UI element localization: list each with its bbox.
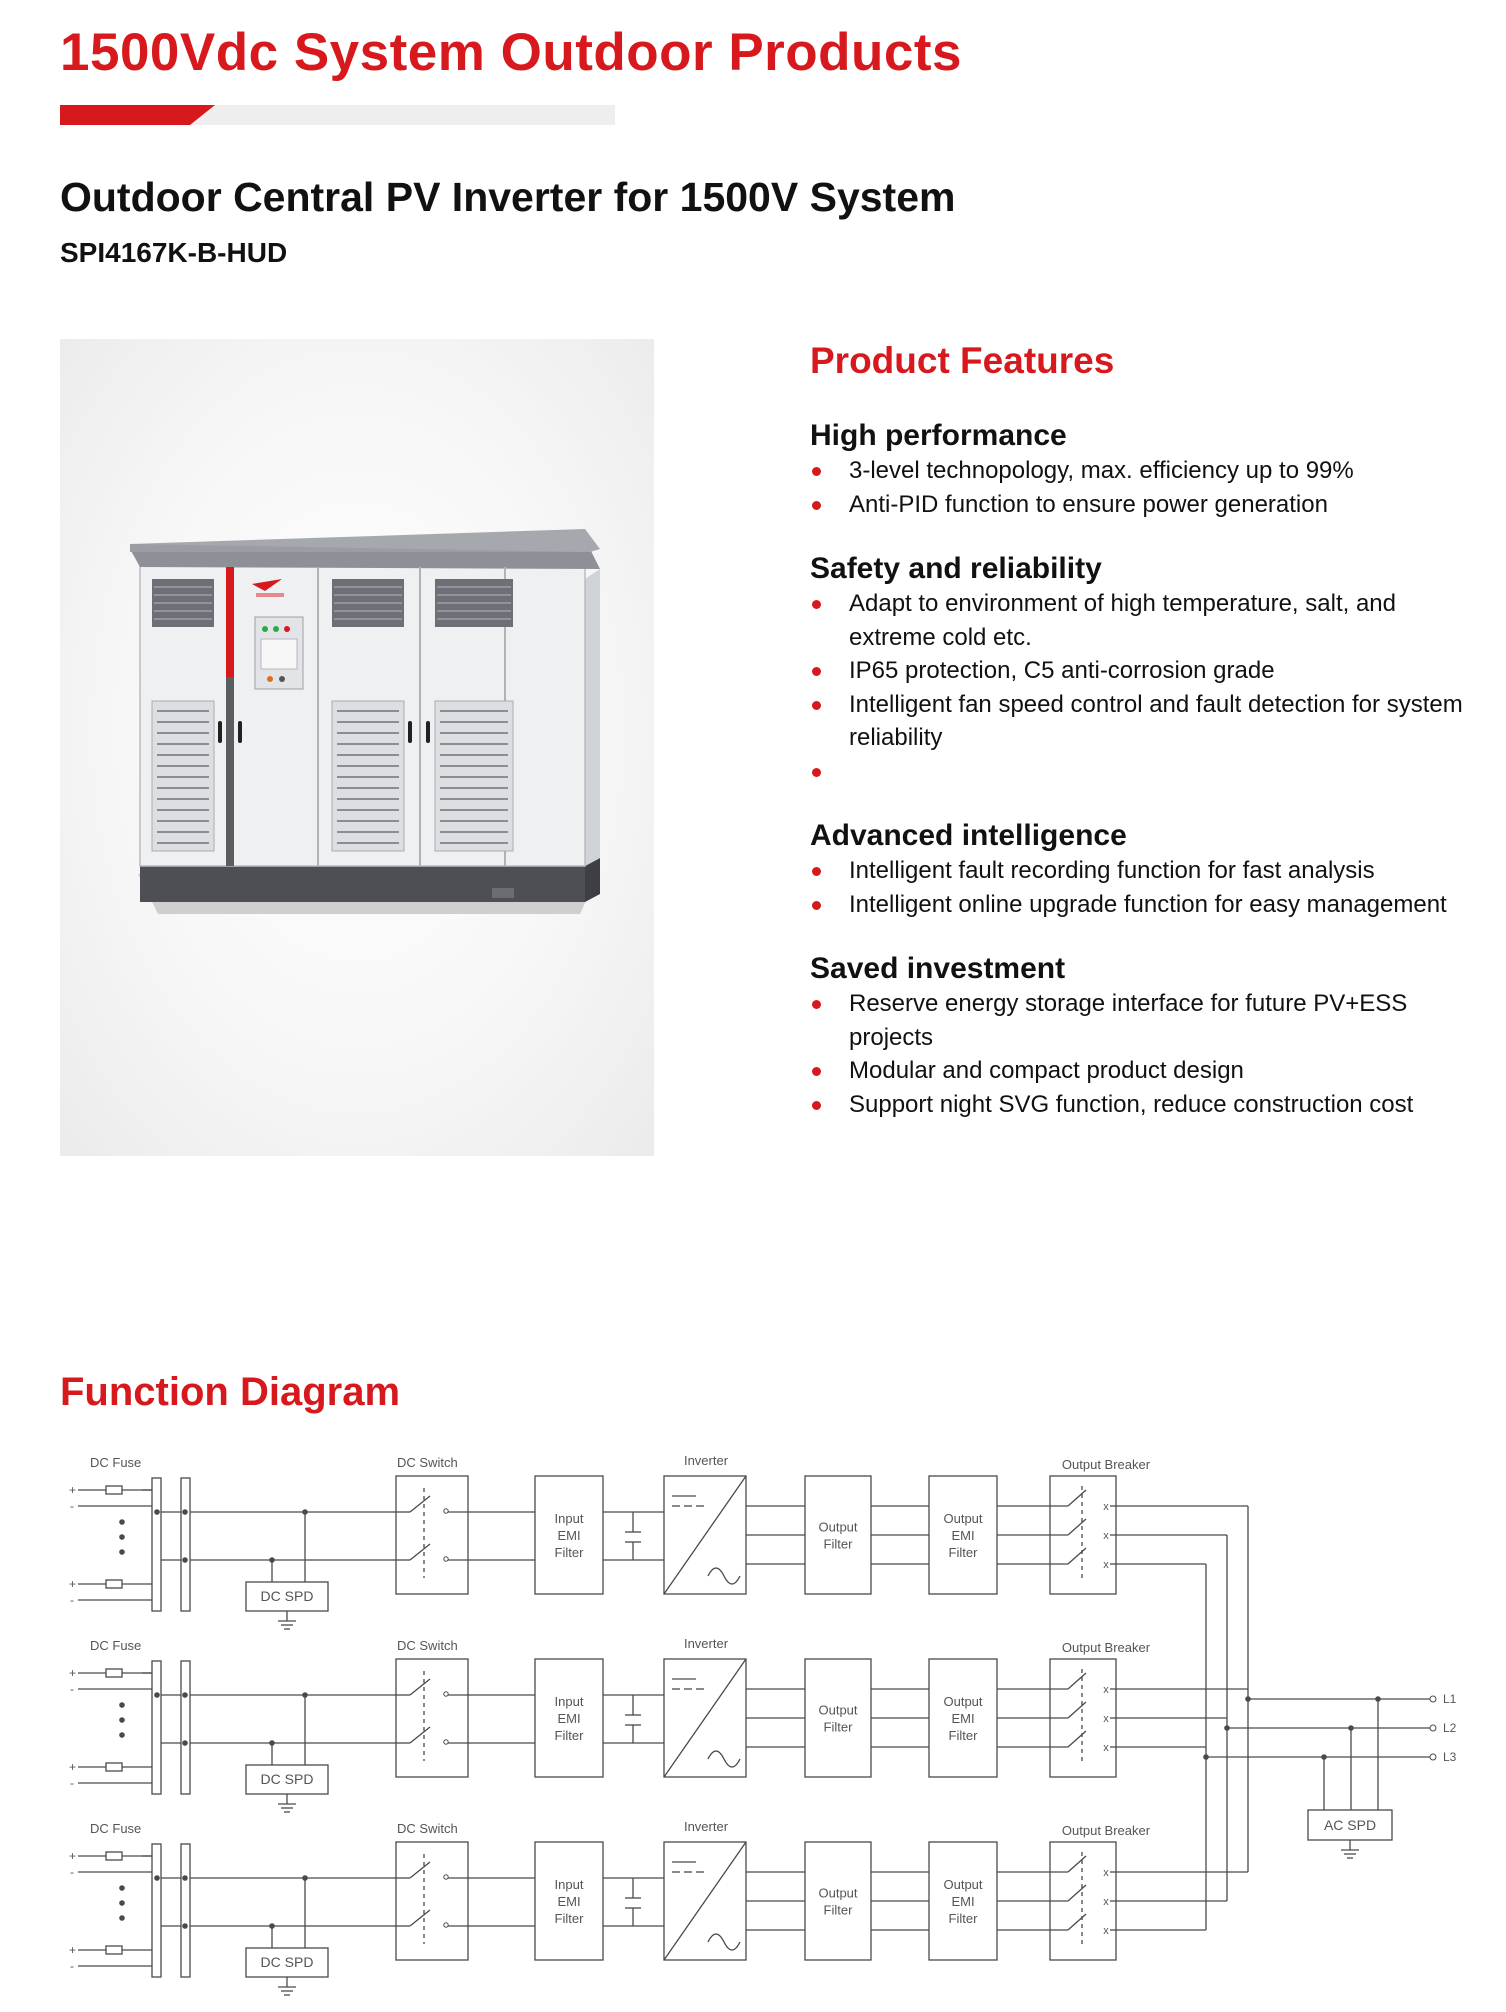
- label-output-emi-filter: Filter: [948, 1728, 978, 1743]
- feature-item: Intelligent fan speed control and fault detection for system reliability: [810, 688, 1470, 755]
- feature-item: Intelligent fault recording function for fast analysis: [810, 854, 1470, 888]
- label-input-emi-filter: EMI: [557, 1528, 581, 1543]
- label-output-filter: Output: [818, 1519, 858, 1535]
- label-output-breaker: Output Breaker: [1061, 1823, 1151, 1838]
- function-diagram: [60, 1448, 1460, 2008]
- fuse: [106, 1669, 122, 1677]
- junction-dot: [182, 1557, 188, 1563]
- output-filter-box: [805, 1842, 871, 1960]
- breaker-blade: [1068, 1856, 1086, 1872]
- feature-item: Anti-PID function to ensure power generation: [810, 488, 1470, 522]
- breaker-contact: x: [1103, 1559, 1109, 1571]
- label-output-emi-filter: EMI: [951, 1711, 975, 1726]
- label-output-emi-filter: EMI: [951, 1894, 975, 1909]
- inverter-diagonal: [664, 1659, 746, 1777]
- switch-blade: [410, 1496, 430, 1512]
- features-section: [810, 418, 1470, 1151]
- label-output-filter: Filter: [823, 1719, 853, 1735]
- diagram-title: Function Diagram: [60, 1370, 401, 1414]
- label-ac-spd: AC SPD: [1323, 1817, 1377, 1833]
- fuse: [106, 1946, 122, 1954]
- switch-contact: [444, 1557, 448, 1561]
- junction-dot: [1245, 1696, 1251, 1702]
- inverter-diagonal: [664, 1842, 746, 1960]
- feature-item-empty: [810, 755, 1470, 789]
- feature-list: [810, 454, 1470, 521]
- switch-blade: [410, 1910, 430, 1926]
- switch-blade: [410, 1727, 430, 1743]
- ellipsis-dot: [119, 1717, 125, 1723]
- feature-group-investment: [810, 951, 1470, 1121]
- label-plus: +: [69, 1849, 77, 1863]
- label-inverter: Inverter: [683, 1636, 729, 1651]
- ellipsis-dot: [119, 1732, 125, 1738]
- label-input-emi-filter: Filter: [554, 1728, 584, 1743]
- combiner-bar: [152, 1844, 161, 1977]
- inverter-diagonal: [664, 1476, 746, 1594]
- feature-group-safety: [810, 551, 1470, 788]
- junction-dot: [154, 1692, 160, 1698]
- common-ac-bus: [1203, 1506, 1456, 1930]
- feature-group-intelligence: [810, 818, 1470, 921]
- label-dc-spd: DC SPD: [260, 1954, 314, 1970]
- label-plus: +: [69, 1666, 77, 1680]
- label-dc-spd: DC SPD: [260, 1771, 314, 1787]
- breaker-blade: [1068, 1548, 1086, 1564]
- label-output-breaker: Output Breaker: [1061, 1640, 1151, 1655]
- label-output-emi-filter: Filter: [948, 1911, 978, 1926]
- fuse: [106, 1580, 122, 1588]
- feature-heading: High performance: [810, 419, 1067, 452]
- label-minus: -: [70, 1776, 74, 1790]
- breaker-blade: [1068, 1702, 1086, 1718]
- junction-dot: [182, 1692, 188, 1698]
- feature-item: IP65 protection, C5 anti-corrosion grade: [810, 654, 1470, 688]
- breaker-blade: [1068, 1914, 1086, 1930]
- label-output-emi-filter: Filter: [948, 1545, 978, 1560]
- phase-terminal: [1430, 1725, 1436, 1731]
- switch-blade: [410, 1544, 430, 1560]
- junction-dot: [182, 1923, 188, 1929]
- product-photo: [60, 339, 654, 1156]
- combiner-bar: [181, 1844, 190, 1977]
- ac-symbol: [708, 1934, 740, 1950]
- label-minus: -: [70, 1499, 74, 1513]
- label-output-emi-filter: Output: [943, 1877, 983, 1892]
- ellipsis-dot: [119, 1702, 125, 1708]
- fuse: [106, 1486, 122, 1494]
- product-name: Outdoor Central PV Inverter for 1500V System: [60, 174, 956, 220]
- phase-terminal: [1430, 1696, 1436, 1702]
- label-dc-switch: DC Switch: [397, 1638, 458, 1653]
- label-phase: L3: [1443, 1750, 1457, 1764]
- label-minus: -: [70, 1959, 74, 1973]
- ellipsis-dot: [119, 1549, 125, 1555]
- ellipsis-dot: [119, 1900, 125, 1906]
- feature-heading: Safety and reliability: [810, 552, 1102, 585]
- inverter-cabinet-illustration: [60, 339, 654, 1156]
- inverter-unit-3: [69, 1819, 1248, 1995]
- switch-contact: [444, 1740, 448, 1744]
- label-output-emi-filter: Output: [943, 1511, 983, 1526]
- label-input-emi-filter: Filter: [554, 1545, 584, 1560]
- label-input-emi-filter: EMI: [557, 1894, 581, 1909]
- switch-contact: [444, 1875, 448, 1879]
- breaker-blade: [1068, 1885, 1086, 1901]
- label-dc-switch: DC Switch: [397, 1455, 458, 1470]
- breaker-blade: [1068, 1490, 1086, 1506]
- label-inverter: Inverter: [683, 1819, 729, 1834]
- label-minus: -: [70, 1593, 74, 1607]
- breaker-blade: [1068, 1673, 1086, 1689]
- breaker-blade: [1068, 1731, 1086, 1747]
- dc-switch-box: [396, 1476, 468, 1594]
- feature-item: Intelligent online upgrade function for easy management: [810, 888, 1470, 922]
- switch-contact: [444, 1509, 448, 1513]
- breaker-contact: x: [1103, 1684, 1109, 1696]
- combiner-bar: [152, 1478, 161, 1611]
- junction-dot: [182, 1740, 188, 1746]
- switch-blade: [410, 1679, 430, 1695]
- page-title: 1500Vdc System Outdoor Products: [60, 23, 963, 82]
- junction-dot: [154, 1509, 160, 1515]
- breaker-contact: x: [1103, 1925, 1109, 1937]
- feature-list: [810, 987, 1470, 1121]
- label-output-filter: Output: [818, 1885, 858, 1901]
- label-output-emi-filter: Output: [943, 1694, 983, 1709]
- junction-dot: [182, 1509, 188, 1515]
- ac-symbol: [708, 1568, 740, 1584]
- label-dc-fuse: DC Fuse: [90, 1821, 142, 1836]
- label-dc-fuse: DC Fuse: [90, 1455, 142, 1470]
- junction-dot: [182, 1875, 188, 1881]
- label-phase: L2: [1443, 1721, 1457, 1735]
- ellipsis-dot: [119, 1519, 125, 1525]
- label-output-breaker: Output Breaker: [1061, 1457, 1151, 1472]
- breaker-contact: x: [1103, 1742, 1109, 1754]
- junction-dot: [154, 1875, 160, 1881]
- ellipsis-dot: [119, 1534, 125, 1540]
- combiner-bar: [152, 1661, 161, 1794]
- feature-item: Modular and compact product design: [810, 1054, 1470, 1088]
- feature-item: Adapt to environment of high temperature, salt, and extreme cold etc.: [810, 587, 1470, 654]
- label-dc-spd: DC SPD: [260, 1588, 314, 1604]
- output-filter-box: [805, 1659, 871, 1777]
- feature-heading: Advanced intelligence: [810, 819, 1127, 852]
- label-minus: -: [70, 1865, 74, 1879]
- dc-switch-box: [396, 1842, 468, 1960]
- model-number: SPI4167K-B-HUD: [60, 237, 288, 268]
- fuse: [106, 1852, 122, 1860]
- feature-group-performance: [810, 418, 1470, 521]
- feature-heading: Saved investment: [810, 952, 1066, 985]
- switch-blade: [410, 1862, 430, 1878]
- label-plus: +: [69, 1483, 77, 1497]
- breaker-contact: x: [1103, 1896, 1109, 1908]
- ellipsis-dot: [119, 1885, 125, 1891]
- breaker-contact: x: [1103, 1530, 1109, 1542]
- ac-symbol: [708, 1751, 740, 1767]
- switch-contact: [444, 1692, 448, 1696]
- label-input-emi-filter: Filter: [554, 1911, 584, 1926]
- feature-list: [810, 587, 1470, 788]
- combiner-bar: [181, 1478, 190, 1611]
- label-output-filter: Output: [818, 1702, 858, 1718]
- inverter-unit-2: [69, 1636, 1248, 1812]
- label-dc-switch: DC Switch: [397, 1821, 458, 1836]
- switch-contact: [444, 1923, 448, 1927]
- feature-item: 3-level technopology, max. efficiency up to 99%: [810, 454, 1470, 488]
- feature-list: [810, 854, 1470, 921]
- breaker-contact: x: [1103, 1501, 1109, 1513]
- label-plus: +: [69, 1943, 77, 1957]
- label-dc-fuse: DC Fuse: [90, 1638, 142, 1653]
- label-inverter: Inverter: [683, 1453, 729, 1468]
- label-output-emi-filter: EMI: [951, 1528, 975, 1543]
- features-title: Product Features: [810, 340, 1115, 381]
- breaker-contact: x: [1103, 1713, 1109, 1725]
- label-input-emi-filter: EMI: [557, 1711, 581, 1726]
- label-output-filter: Filter: [823, 1536, 853, 1552]
- junction-dot: [1224, 1725, 1230, 1731]
- inverter-unit-1: [69, 1453, 1248, 1629]
- phase-terminal: [1430, 1754, 1436, 1760]
- label-phase: L1: [1443, 1692, 1457, 1706]
- label-plus: +: [69, 1577, 77, 1591]
- feature-item: Support night SVG function, reduce construction cost: [810, 1088, 1470, 1122]
- breaker-contact: x: [1103, 1867, 1109, 1879]
- dc-switch-box: [396, 1659, 468, 1777]
- combiner-bar: [181, 1661, 190, 1794]
- label-minus: -: [70, 1682, 74, 1696]
- label-input-emi-filter: Input: [554, 1694, 584, 1709]
- feature-item: Reserve energy storage interface for future PV+ESS projects: [810, 987, 1470, 1054]
- label-plus: +: [69, 1760, 77, 1774]
- junction-dot: [1203, 1754, 1209, 1760]
- fuse: [106, 1763, 122, 1771]
- output-filter-box: [805, 1476, 871, 1594]
- label-input-emi-filter: Input: [554, 1877, 584, 1892]
- label-output-filter: Filter: [823, 1902, 853, 1918]
- label-input-emi-filter: Input: [554, 1511, 584, 1526]
- breaker-blade: [1068, 1519, 1086, 1535]
- ellipsis-dot: [119, 1915, 125, 1921]
- title-accent-bar: [60, 105, 615, 125]
